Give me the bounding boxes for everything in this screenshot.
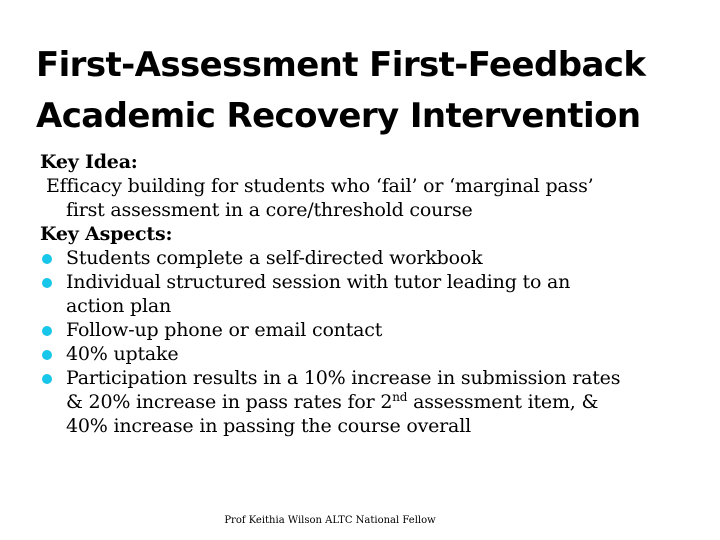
bullet-icon [42,254,52,264]
key-idea-text [40,174,700,222]
list-item [40,318,700,342]
list-item [40,270,700,318]
bullet-text-line-2: action plan [66,295,171,317]
slide-title-line-1: First-Assessment First-Feedback [36,45,646,85]
list-item [40,246,700,270]
bullet-text-line-2-start: & 20% increase in pass rates for 2 [66,391,393,413]
slide-title-line-2: Academic Recovery Intervention [36,96,641,136]
slide-footer: Prof Keithia Wilson ALTC National Fellow [224,515,436,526]
bullet-text-line-3: 40% increase in passing the course overall [66,415,471,437]
bullet-icon [42,326,52,336]
bullet-text-line-2 [66,391,598,413]
bullet-text-line-2-end: assessment item, & [407,391,599,413]
bullet-icon [42,350,52,360]
slide-title [36,40,696,142]
list-item [40,342,700,366]
bullet-text: Students complete a self-directed workbook [66,247,483,269]
key-idea-text-line-2: first assessment in a core/threshold course [66,199,473,221]
bullet-icon [42,278,52,288]
ordinal-superscript: nd [392,390,408,404]
key-idea-text-line-1: Efficacy building for students who ‘fail’ or ‘marginal pass’ [46,175,594,197]
list-item [40,366,700,438]
key-idea-heading: Key Idea: [40,151,138,173]
bullet-text: 40% uptake [66,343,179,365]
key-aspects-list [40,246,700,438]
bullet-text-line-1: Participation results in a 10% increase in submission rates [66,367,621,389]
bullet-icon [42,374,52,384]
key-aspects-heading: Key Aspects: [40,223,173,245]
bullet-text: Follow-up phone or email contact [66,319,383,341]
slide-body [40,150,700,438]
bullet-text-line-1: Individual structured session with tutor leading to an [66,271,571,293]
